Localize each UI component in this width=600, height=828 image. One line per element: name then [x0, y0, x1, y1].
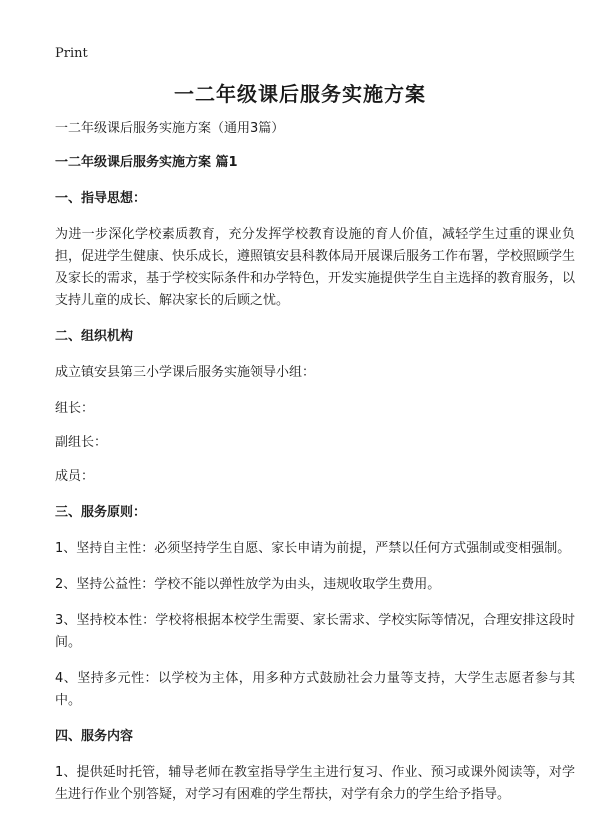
document-subtitle: 一二年级课后服务实施方案（通用3篇） [55, 121, 285, 136]
deputy-leader-line: 副组长： [55, 435, 108, 450]
print-link[interactable]: Print [55, 46, 88, 61]
section-3-heading: 三、服务原则： [55, 505, 147, 520]
leader-line: 组长： [55, 401, 95, 416]
part-title: 一二年级课后服务实施方案 篇1 [55, 155, 238, 170]
page-title: 一二年级课后服务实施方案 [174, 82, 426, 106]
service-item-1: 1、提供延时托管，辅导老师在教室指导学生主进行复习、作业、预习或课外阅读等，对学生进行作业个别答疑，对学习有困难的学生帮扶，对学有余力的学生给予指导。 [55, 765, 575, 802]
section-4-heading: 四、服务内容 [55, 729, 134, 744]
section-2-intro: 成立镇安县第三小学课后服务实施领导小组： [55, 365, 316, 380]
members-line: 成员： [55, 469, 95, 484]
principle-1: 1、坚持自主性：必须坚持学生自愿、家长申请为前提，严禁以任何方式强制或变相强制。 [55, 541, 571, 556]
principle-3: 3、坚持校本性：学校将根据本校学生需要、家长需求、学校实际等情况，合理安排这段时间。 [55, 613, 575, 650]
section-1-heading: 一、指导思想： [55, 191, 147, 206]
document-body [55, 118, 575, 806]
principle-4: 4、坚持多元性：以学校为主体，用多种方式鼓励社会力量等支持，大学生志愿者参与其中。 [55, 671, 575, 708]
principle-2: 2、坚持公益性：学校不能以弹性放学为由头，违规收取学生费用。 [55, 577, 441, 592]
section-1-body: 为进一步深化学校素质教育，充分发挥学校教育设施的育人价值，减轻学生过重的课业负担，促进学生健康、快乐成长，遵照镇安县科教体局开展课后服务工作布署，学校照顾学生及家长的需求，基于学校实际条件和办学特色，开发实施提供学生自主选择的教育服务，以支持儿童的成长、解决家长的后顾之忧。 [55, 227, 576, 308]
section-2-heading: 二、组织机构 [55, 329, 134, 344]
